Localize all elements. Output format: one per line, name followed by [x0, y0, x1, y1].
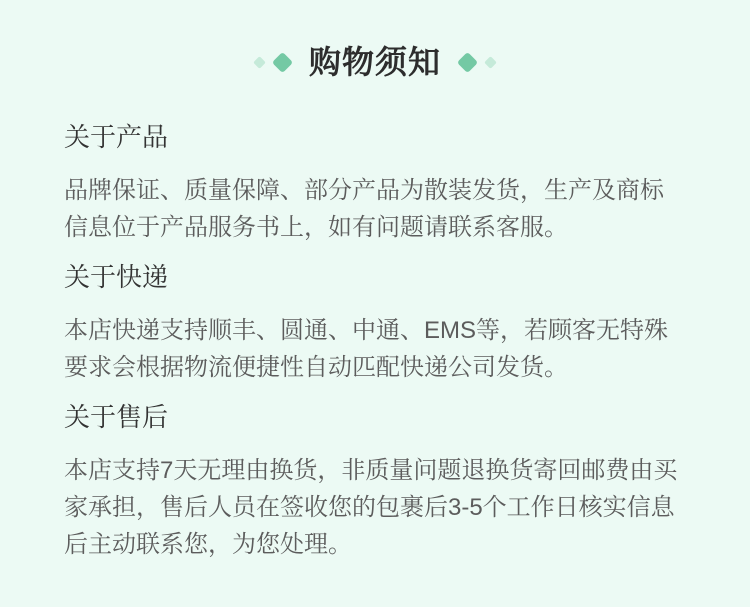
diamond-icon-small-right — [484, 56, 497, 69]
notice-sections — [0, 80, 750, 563]
section-about-product — [64, 122, 688, 246]
section-heading-shipping: 关于快递 — [64, 262, 169, 292]
section-body-product: 品牌保证、质量保障、部分产品为散装发货，生产及商标信息位于产品服务书上，如有问题请联系客服。 — [64, 177, 664, 241]
section-about-aftersales — [64, 402, 688, 563]
section-heading-aftersales: 关于售后 — [64, 402, 169, 432]
diamond-icon-small-left — [253, 56, 266, 69]
page-header — [0, 0, 750, 80]
section-heading-product: 关于产品 — [64, 122, 169, 152]
diamond-icon-large-left — [272, 51, 293, 72]
diamond-icon-large-right — [457, 51, 478, 72]
section-body-shipping: 本店快递支持顺丰、圆通、中通、EMS等，若顾客无特殊要求会根据物流便捷性自动匹配快递公司发货。 — [64, 317, 669, 381]
page-title: 购物须知 — [308, 44, 441, 80]
section-body-aftersales: 本店支持7天无理由换货，非质量问题退换货寄回邮费由买家承担，售后人员在签收您的包裹后3-5个工作日核实信息后主动联系您，为您处理。 — [64, 457, 678, 558]
section-about-shipping — [64, 262, 688, 386]
